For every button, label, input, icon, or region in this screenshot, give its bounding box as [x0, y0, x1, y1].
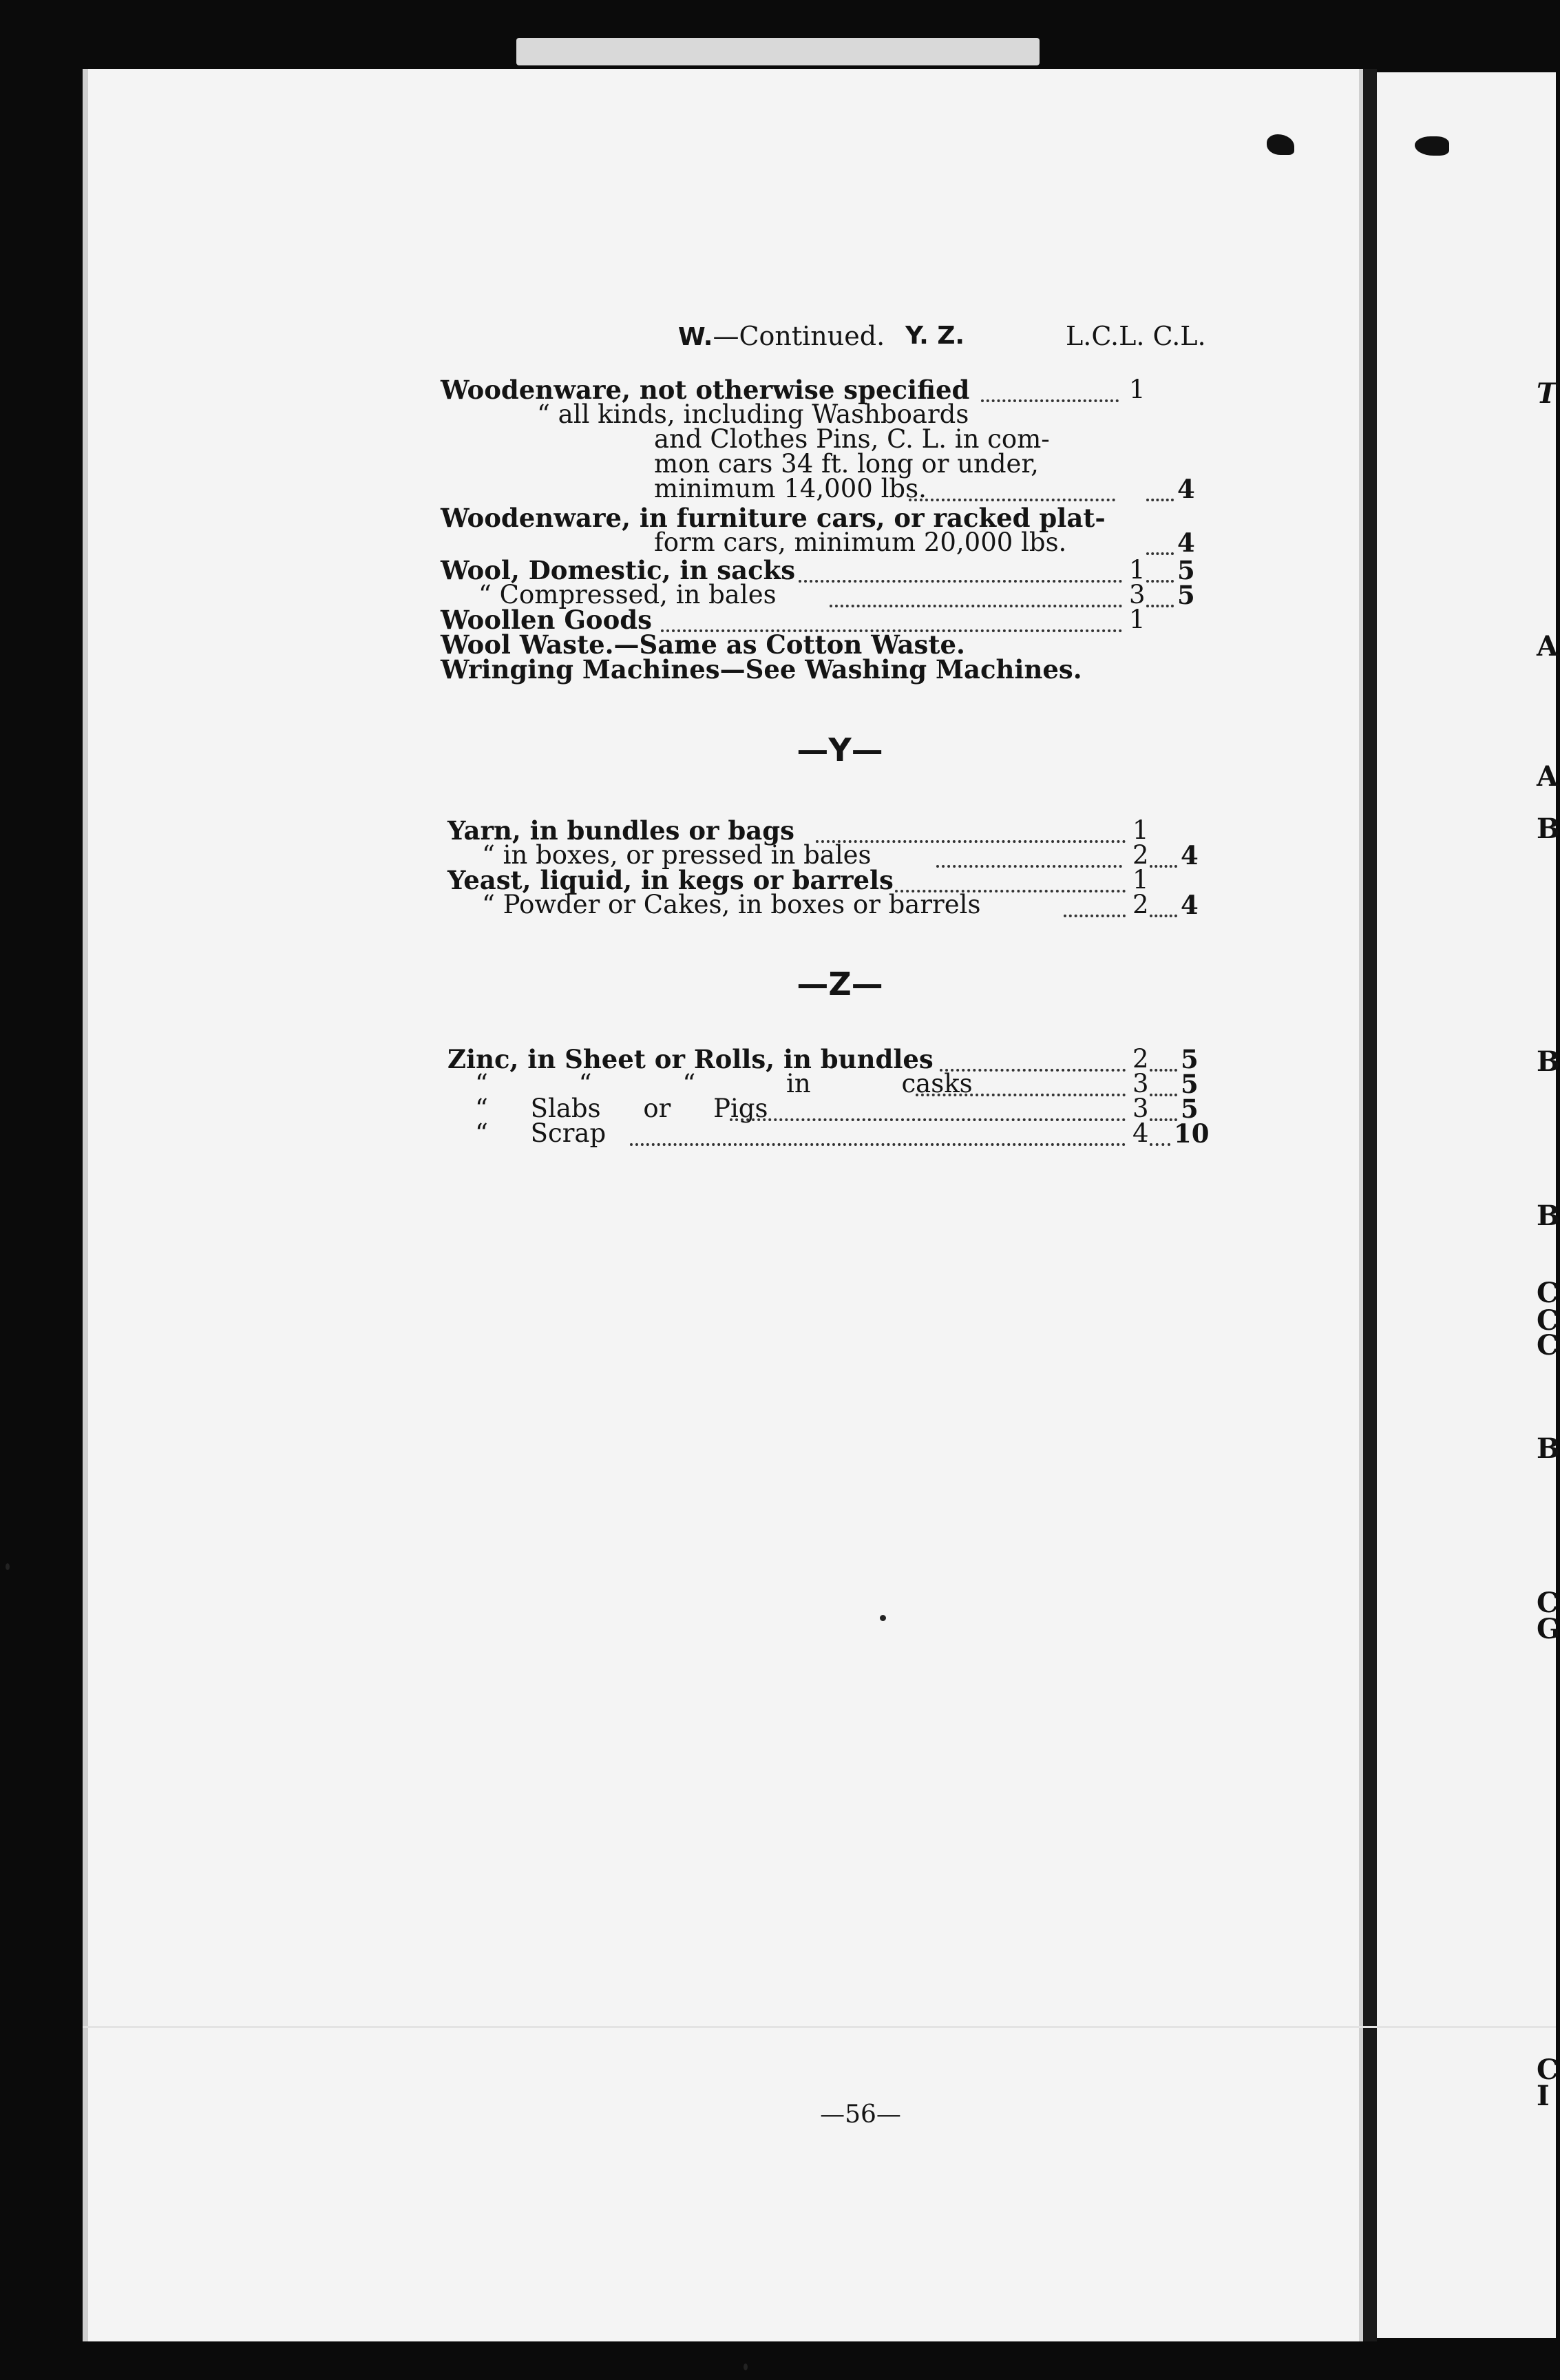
- book-gutter: [1363, 69, 1377, 2341]
- list-item: form cars, minimum 20,000 lbs. 4: [654, 528, 1195, 558]
- list-item: Yarn, in bundles or bags 1: [447, 815, 1149, 846]
- facing-page-letter: B: [1537, 1200, 1560, 1232]
- facing-page-letter: C: [1537, 1329, 1559, 1361]
- list-item: Wringing Machines—See Washing Machines.: [441, 654, 1082, 685]
- list-item: Woodenware, in furniture cars, or racked plat-: [441, 503, 1106, 533]
- facing-page-letter: C: [1537, 1304, 1559, 1337]
- facing-page-letter: B: [1537, 1432, 1560, 1465]
- column-headings: L.C.L. C.L.: [1066, 321, 1206, 351]
- list-item: “ Slabs or Pigs 3 5: [475, 1094, 1199, 1124]
- fold-crease: [83, 2026, 1556, 2028]
- list-item: Wool Waste.—Same as Cotton Waste.: [441, 629, 965, 660]
- facing-page-letter: B: [1537, 1045, 1560, 1078]
- ink-blot-mark-facing: [1415, 136, 1449, 156]
- list-item: “ Scrap 4 10: [475, 1118, 1210, 1149]
- list-item: Wool, Domestic, in sacks 1 5: [441, 555, 1195, 585]
- list-item: minimum 14,000 lbs. 4: [654, 474, 1195, 504]
- dust-speck: [880, 1615, 886, 1621]
- facing-page-letter: C: [1537, 1277, 1559, 1309]
- facing-page-letter: G: [1537, 1613, 1560, 1645]
- running-header-section: W.—Continued.: [678, 321, 885, 351]
- top-edge-strip: [516, 38, 1040, 65]
- list-item: and Clothes Pins, C. L. in com-: [654, 424, 1050, 454]
- list-item: Zinc, in Sheet or Rolls, in bundles 2 5: [447, 1044, 1199, 1074]
- list-item: Woollen Goods 1: [441, 605, 1146, 635]
- facing-page-letter: A: [1537, 630, 1559, 662]
- facing-page-letter: I: [1537, 2080, 1550, 2112]
- list-item: “ in boxes, or pressed in bales 2 4: [482, 840, 1199, 870]
- facing-page-letter: T: [1537, 377, 1557, 410]
- dust-speck: [6, 1563, 10, 1570]
- running-header-letters: Y. Z.: [905, 322, 965, 350]
- list-item: Yeast, liquid, in kegs or barrels 1: [447, 865, 1149, 895]
- section-heading-y: —Y—: [797, 731, 883, 769]
- facing-page-letter: C: [1537, 1587, 1559, 1619]
- facing-page: [1377, 72, 1559, 2338]
- section-heading-z: —Z—: [797, 965, 883, 1003]
- list-item: “ “ “ in casks 3 5: [475, 1069, 1199, 1099]
- list-item: “ Powder or Cakes, in boxes or barrels 2 4: [482, 890, 1199, 920]
- facing-page-letter: C: [1537, 2054, 1559, 2086]
- list-item: Woodenware, not otherwise specified 1: [441, 375, 1146, 405]
- list-item: “ Compressed, in bales 3 5: [478, 580, 1195, 610]
- facing-page-letter: A: [1537, 760, 1559, 793]
- list-item: mon cars 34 ft. long or under,: [654, 449, 1039, 479]
- page-number: —56—: [820, 2100, 901, 2129]
- dust-speck: [744, 2363, 748, 2370]
- facing-page-letter: B: [1537, 813, 1560, 845]
- list-item: “ all kinds, including Washboards: [537, 399, 969, 429]
